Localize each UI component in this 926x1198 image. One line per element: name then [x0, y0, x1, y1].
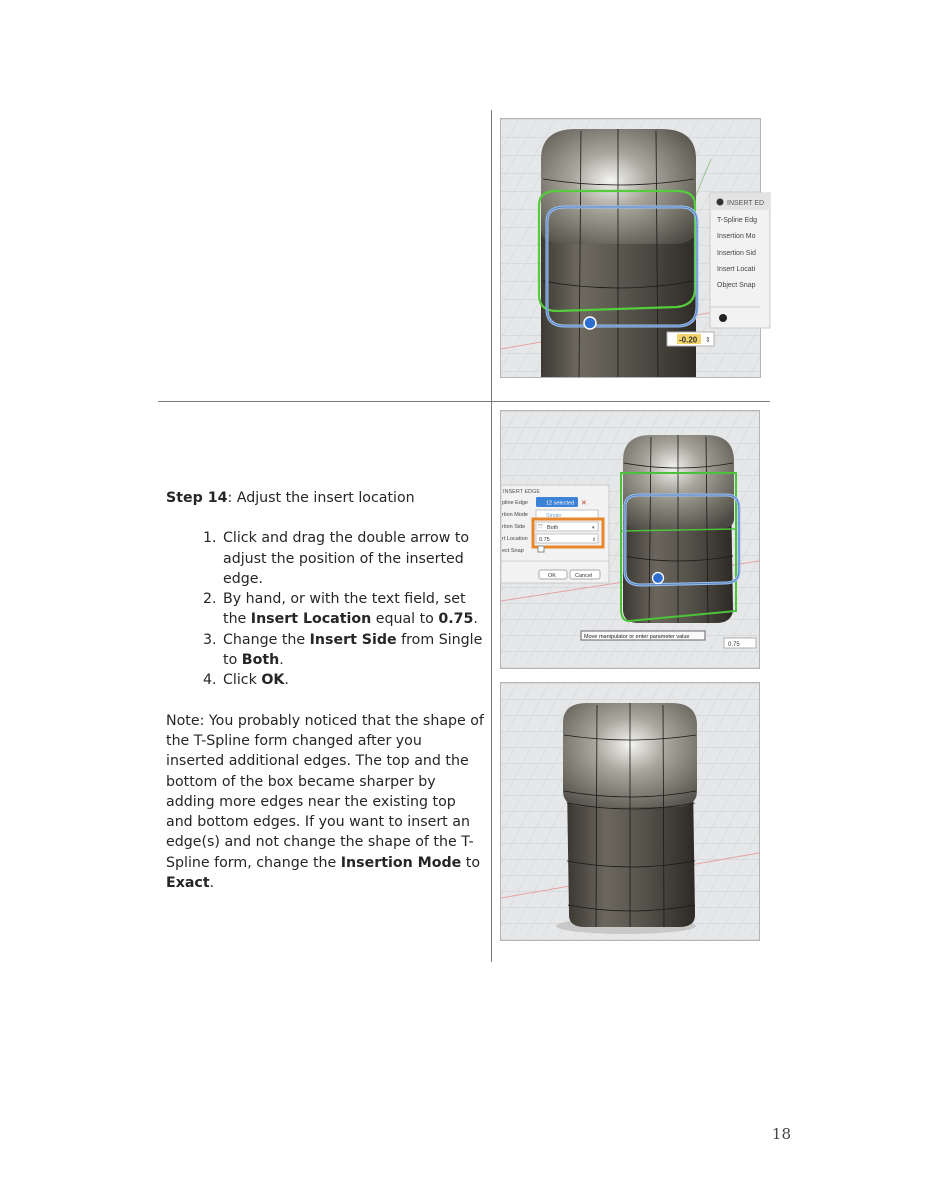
info-icon: [719, 314, 727, 322]
insertion-side-value: Both: [547, 525, 559, 531]
vertical-divider-top: [491, 110, 492, 401]
selected-chip-text: 12 selected: [546, 500, 575, 507]
note-paragraph: Note: You probably noticed that the shape of the T-Spline form changed after you inserted additional edges. The top and the bottom of the box became sharper by adding more edges near the existing top and bottom edges. If you want to insert an edge(s) and not change the shape of the T-Spline form, change the Insertion Mode to Exact.: [166, 712, 484, 892]
screenshot-final-form: [500, 682, 760, 941]
dialog-title: INSERT EDGE: [503, 489, 541, 495]
step-item-1: 1. Click and drag the double arrow to adjust the position of the inserted edge.: [221, 528, 484, 589]
dialog-row-object-snap: Object Snap: [717, 282, 756, 289]
step-list: [166, 528, 484, 690]
chevron-down-icon: ▾: [592, 525, 595, 531]
value-field-text: -0.20: [679, 335, 698, 345]
step-item-4: 4. Click OK.: [221, 670, 484, 690]
instruction-text: [166, 488, 484, 893]
insert-location-value: 0.75: [539, 537, 550, 543]
dialog-title: INSERT ED: [727, 200, 765, 207]
screenshot-insert-edge-drag: [500, 118, 765, 378]
page-number: 18: [771, 1125, 791, 1143]
dialog-row-insertion-mode: Insertion Mo: [717, 233, 756, 240]
spinner-icon: ⇕: [592, 537, 597, 543]
step-item-2: 2. By hand, or with the text field, set the Insert Location equal to 0.75.: [221, 589, 484, 630]
vertical-divider-bottom: [491, 402, 492, 962]
label-insertion-side: rtion Side: [502, 524, 526, 530]
dialog-row-tspline-edge: T-Spline Edg: [717, 217, 758, 224]
spinner-icon: ⇕: [705, 336, 711, 344]
screenshot-insert-edge-dialog: [500, 410, 760, 669]
both-icon: ⤧: [538, 524, 543, 531]
horizontal-divider: [158, 401, 770, 402]
parameter-field-value: 0.75: [728, 642, 740, 648]
tooltip-text: Move manipulator or enter parameter value: [584, 634, 690, 640]
label-tspline-edge: pline Edge: [502, 500, 528, 506]
step-item-3: 3. Change the Insert Side from Single to Both.: [221, 630, 484, 671]
insertion-mode-value: Single: [546, 513, 562, 519]
clear-selection-icon[interactable]: ✕: [581, 499, 587, 507]
label-insertion-mode: rtion Mode: [502, 512, 528, 518]
step-title: Step 14: Adjust the insert location: [166, 490, 415, 506]
dialog-row-insert-location: Insert Locati: [717, 266, 756, 273]
cancel-button-label: Cancel: [575, 573, 593, 579]
object-snap-checkbox[interactable]: [538, 546, 544, 552]
dialog-row-insertion-side: Insertion Sid: [717, 250, 756, 257]
ok-button-label: OK: [548, 573, 556, 579]
label-object-snap: ect Snap: [502, 548, 524, 554]
insertion-side-select[interactable]: [536, 522, 598, 531]
label-insert-location: rt Location: [502, 536, 528, 542]
